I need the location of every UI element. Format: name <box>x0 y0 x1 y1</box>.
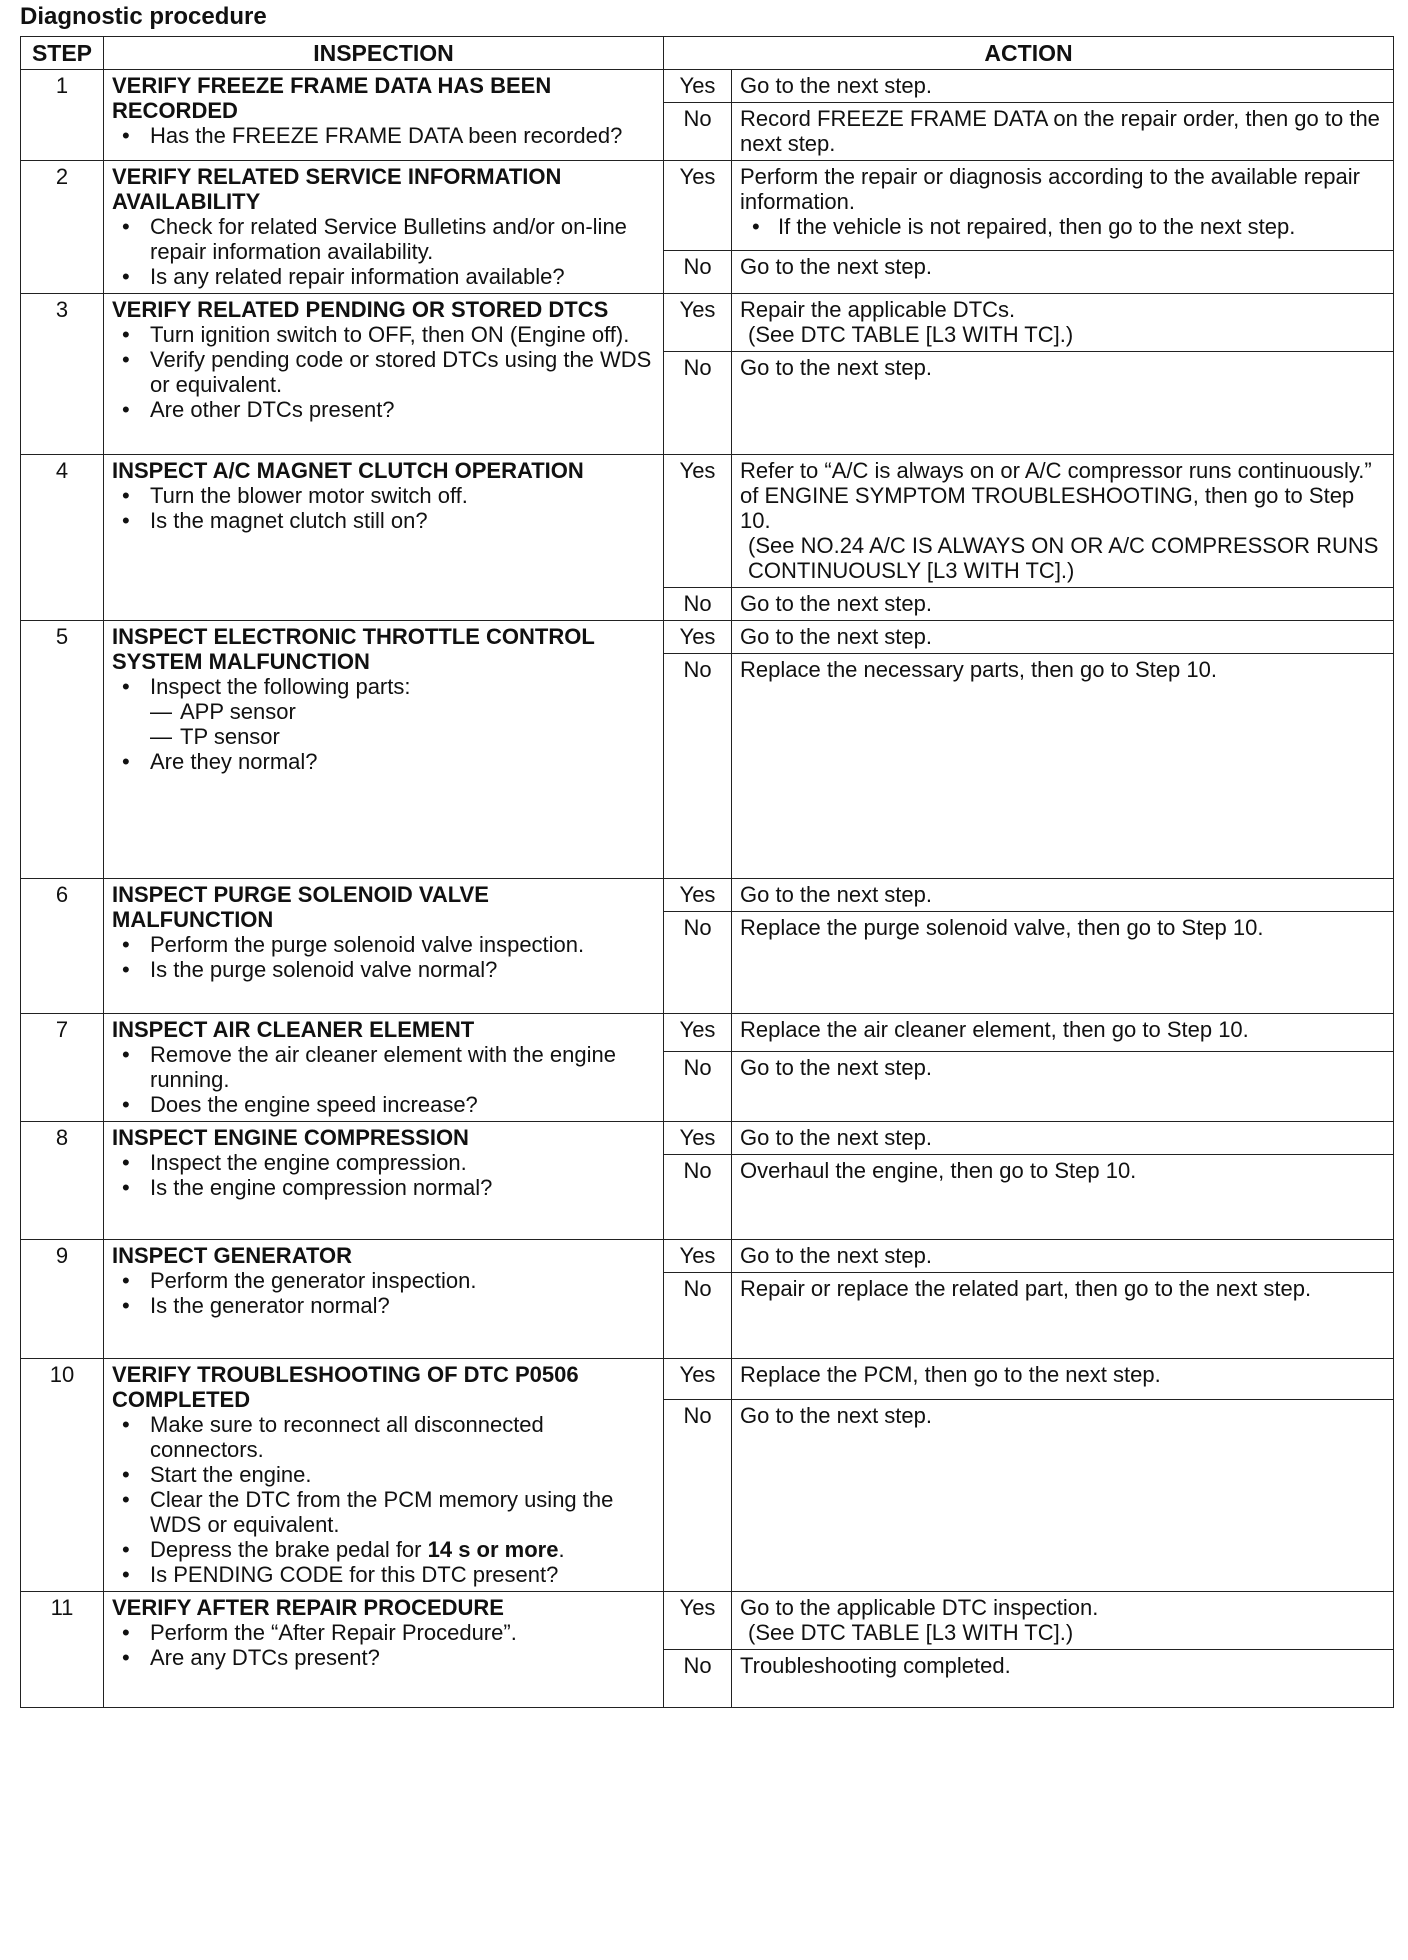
yes-action <box>732 455 1394 588</box>
inspection-points <box>112 1268 655 1318</box>
table-row <box>21 1240 1394 1273</box>
inspection-point <box>112 1462 655 1487</box>
table-row <box>21 294 1394 352</box>
inspection-point <box>112 1620 655 1645</box>
action-text: Go to the next step. <box>740 624 933 649</box>
yes-action <box>732 294 1394 352</box>
inspection-point-text: Has the FREEZE FRAME DATA been recorded? <box>150 123 623 148</box>
inspection-title: VERIFY AFTER REPAIR PROCEDURE <box>112 1595 504 1620</box>
no-label: No <box>664 1273 732 1359</box>
inspection-point <box>112 1537 655 1562</box>
header-step: STEP <box>21 37 104 70</box>
inspection-point <box>112 1092 655 1117</box>
inspection-point <box>112 214 655 264</box>
diagnostic-procedure-table <box>20 36 1394 1708</box>
inspection-point <box>112 123 655 148</box>
inspection-point <box>112 1487 655 1537</box>
inspection-point-text: Does the engine speed increase? <box>150 1092 478 1117</box>
step-number: 4 <box>21 455 104 621</box>
inspection-point-text: Turn ignition switch to OFF, then ON (Engine off). <box>150 322 630 347</box>
action-text: Go to the next step. <box>740 73 933 98</box>
inspection-point-text: Inspect the engine compression. <box>150 1150 467 1175</box>
inspection-point-text: Is any related repair information available? <box>150 264 565 289</box>
yes-action <box>732 70 1394 103</box>
no-action <box>732 1155 1394 1240</box>
inspection-subpoint: — APP sensor <box>150 699 655 724</box>
inspection-point <box>112 1412 655 1462</box>
action-text: Go to the next step. <box>740 1125 933 1150</box>
inspection-points <box>112 932 655 982</box>
action-text: Go to the next step. <box>740 882 933 907</box>
inspection-title: VERIFY RELATED SERVICE INFORMATION AVAILABILITY <box>112 164 562 214</box>
no-action <box>732 1273 1394 1359</box>
inspection-points <box>112 123 655 148</box>
inspection-points <box>112 674 655 774</box>
inspection-points <box>112 214 655 289</box>
inspection-point <box>112 749 655 774</box>
no-action <box>732 1051 1394 1121</box>
inspection-point <box>112 322 655 347</box>
no-label: No <box>664 1400 732 1592</box>
inspection-point <box>112 1293 655 1318</box>
yes-label: Yes <box>664 879 732 912</box>
inspection-point-text: Depress the brake pedal for <box>150 1537 428 1562</box>
step-number: 11 <box>21 1592 104 1708</box>
inspection-title: VERIFY RELATED PENDING OR STORED DTCS <box>112 297 609 322</box>
step-number: 8 <box>21 1122 104 1240</box>
inspection-point <box>112 1150 655 1175</box>
action-reference-note: (See DTC TABLE [L3 WITH TC].) <box>748 1620 1074 1645</box>
inspection-point <box>112 1042 655 1092</box>
no-label: No <box>664 250 732 293</box>
step-number: 5 <box>21 621 104 879</box>
inspection-cell <box>104 1014 664 1122</box>
yes-label: Yes <box>664 455 732 588</box>
no-label: No <box>664 912 732 1014</box>
header-action: ACTION <box>664 37 1394 70</box>
no-label: No <box>664 1051 732 1121</box>
inspection-title: INSPECT A/C MAGNET CLUTCH OPERATION <box>112 458 584 483</box>
table-row <box>21 455 1394 588</box>
yes-label: Yes <box>664 1014 732 1052</box>
inspection-title: VERIFY FREEZE FRAME DATA HAS BEEN RECORDED <box>112 73 552 123</box>
inspection-point <box>112 932 655 957</box>
inspection-cell <box>104 161 664 294</box>
inspection-point-text: Is the magnet clutch still on? <box>150 508 428 533</box>
table-row <box>21 1592 1394 1650</box>
inspection-point <box>112 1175 655 1200</box>
inspection-subpoints <box>150 699 655 749</box>
inspection-point <box>112 508 655 533</box>
no-action <box>732 103 1394 161</box>
yes-label: Yes <box>664 1122 732 1155</box>
no-action <box>732 654 1394 879</box>
inspection-points <box>112 322 655 422</box>
inspection-cell <box>104 455 664 621</box>
action-text: Go to the next step. <box>740 1403 933 1429</box>
yes-action <box>732 621 1394 654</box>
action-text: Repair or replace the related part, then go to the next step. <box>740 1276 1312 1301</box>
inspection-title: VERIFY TROUBLESHOOTING OF DTC P0506 COMPLETED <box>112 1362 579 1412</box>
no-label: No <box>664 654 732 879</box>
inspection-point-text: Turn the blower motor switch off. <box>150 483 468 508</box>
no-action <box>732 1400 1394 1592</box>
inspection-point-text: Is the purge solenoid valve normal? <box>150 957 498 982</box>
step-number: 6 <box>21 879 104 1014</box>
yes-action <box>732 161 1394 251</box>
action-text: Go to the next step. <box>740 1243 933 1268</box>
inspection-point-text: Are any DTCs present? <box>150 1645 380 1670</box>
inspection-cell <box>104 1592 664 1708</box>
table-row <box>21 70 1394 103</box>
action-text: Go to the next step. <box>740 355 933 380</box>
inspection-point-tail: . <box>558 1537 565 1562</box>
table-body <box>21 70 1394 1708</box>
inspection-point-text: Make sure to reconnect all disconnected connectors. <box>150 1412 544 1462</box>
inspection-point-emphasis: 14 s or more <box>427 1537 559 1562</box>
step-number: 2 <box>21 161 104 294</box>
action-reference-note: (See DTC TABLE [L3 WITH TC].) <box>748 322 1074 347</box>
inspection-title: INSPECT AIR CLEANER ELEMENT <box>112 1017 475 1042</box>
inspection-point-text: Are they normal? <box>150 749 318 774</box>
inspection-title: INSPECT ELECTRONIC THROTTLE CONTROL SYSTEM MALFUNCTION <box>112 624 595 674</box>
yes-action <box>732 1014 1394 1052</box>
yes-label: Yes <box>664 621 732 654</box>
inspection-point <box>112 397 655 422</box>
inspection-subpoint: — TP sensor <box>150 724 655 749</box>
yes-action <box>732 879 1394 912</box>
inspection-point-text: Start the engine. <box>150 1462 312 1487</box>
step-number: 10 <box>21 1359 104 1592</box>
table-row <box>21 1359 1394 1400</box>
inspection-cell <box>104 294 664 455</box>
inspection-points <box>112 483 655 533</box>
inspection-point-text: Are other DTCs present? <box>150 397 395 422</box>
inspection-point <box>112 483 655 508</box>
inspection-title: INSPECT PURGE SOLENOID VALVE MALFUNCTION <box>112 882 489 932</box>
action-text: Replace the necessary parts, then go to Step 10. <box>740 657 1217 682</box>
step-number: 7 <box>21 1014 104 1122</box>
action-text: Overhaul the engine, then go to Step 10. <box>740 1158 1137 1183</box>
inspection-cell <box>104 70 664 161</box>
action-text: Record FREEZE FRAME DATA on the repair order, then go to the next step. <box>740 106 1380 156</box>
inspection-point-text: Perform the generator inspection. <box>150 1268 477 1293</box>
inspection-cell <box>104 1240 664 1359</box>
yes-action <box>732 1122 1394 1155</box>
table-header-row <box>21 37 1394 70</box>
inspection-point <box>112 957 655 982</box>
inspection-point-text: Verify pending code or stored DTCs using the WDS or equivalent. <box>150 347 652 397</box>
no-action <box>732 1650 1394 1708</box>
yes-label: Yes <box>664 161 732 251</box>
inspection-point <box>112 1562 655 1587</box>
step-number: 9 <box>21 1240 104 1359</box>
action-reference-note: (See NO.24 A/C IS ALWAYS ON OR A/C COMPRESSOR RUNS CONTINUOUSLY [L3 WITH TC].) <box>748 533 1379 583</box>
table-row <box>21 621 1394 654</box>
inspection-title: INSPECT GENERATOR <box>112 1243 352 1268</box>
yes-action <box>732 1240 1394 1273</box>
action-text: Replace the PCM, then go to the next step. <box>740 1362 1161 1387</box>
no-label: No <box>664 103 732 161</box>
inspection-points <box>112 1620 655 1670</box>
yes-action <box>732 1592 1394 1650</box>
inspection-point <box>112 1645 655 1670</box>
yes-label: Yes <box>664 294 732 352</box>
action-text: Go to the next step. <box>740 591 933 616</box>
action-bullet: • If the vehicle is not repaired, then go to the next step. <box>740 214 1385 239</box>
inspection-point <box>112 674 655 749</box>
inspection-point-text: Perform the “After Repair Procedure”. <box>150 1620 517 1645</box>
no-action <box>732 352 1394 455</box>
inspection-point-text: Is the generator normal? <box>150 1293 390 1318</box>
table-row <box>21 879 1394 912</box>
no-label: No <box>664 352 732 455</box>
yes-label: Yes <box>664 1359 732 1400</box>
inspection-points <box>112 1042 655 1117</box>
table-row <box>21 1014 1394 1052</box>
inspection-cell <box>104 1122 664 1240</box>
yes-label: Yes <box>664 1592 732 1650</box>
inspection-point <box>112 1268 655 1293</box>
action-text: Repair the applicable DTCs. <box>740 297 1016 322</box>
inspection-cell <box>104 879 664 1014</box>
inspection-point-text: Clear the DTC from the PCM memory using the WDS or equivalent. <box>150 1487 614 1537</box>
no-label: No <box>664 1155 732 1240</box>
inspection-point <box>112 264 655 289</box>
inspection-point-text: Check for related Service Bulletins and/or on-line repair information availability. <box>150 214 627 264</box>
action-text: Replace the purge solenoid valve, then go to Step 10. <box>740 915 1264 940</box>
document-title: Diagnostic procedure <box>20 3 267 30</box>
inspection-point <box>112 347 655 397</box>
header-inspection: INSPECTION <box>104 37 664 70</box>
inspection-cell <box>104 621 664 879</box>
action-text: Refer to “A/C is always on or A/C compressor runs continuously.” of ENGINE SYMPTOM TROUBLESHOOTING, then go to Step 10. <box>740 458 1372 533</box>
no-action <box>732 250 1394 293</box>
no-action <box>732 588 1394 621</box>
inspection-point-text: Is the engine compression normal? <box>150 1175 493 1200</box>
no-label: No <box>664 588 732 621</box>
step-number: 3 <box>21 294 104 455</box>
inspection-points <box>112 1150 655 1200</box>
inspection-point-text: Perform the purge solenoid valve inspection. <box>150 932 585 957</box>
yes-label: Yes <box>664 70 732 103</box>
no-action <box>732 912 1394 1014</box>
inspection-title: INSPECT ENGINE COMPRESSION <box>112 1125 469 1150</box>
inspection-point-text: Inspect the following parts: <box>150 674 411 699</box>
action-text: Replace the air cleaner element, then go to Step 10. <box>740 1017 1249 1042</box>
table-row <box>21 1122 1394 1155</box>
table-row <box>21 161 1394 251</box>
action-text: Go to the applicable DTC inspection. <box>740 1595 1099 1620</box>
inspection-points <box>112 1412 655 1587</box>
no-label: No <box>664 1650 732 1708</box>
yes-action <box>732 1359 1394 1400</box>
step-number: 1 <box>21 70 104 161</box>
action-text: Go to the next step. <box>740 253 933 279</box>
action-text: Troubleshooting completed. <box>740 1653 1011 1678</box>
inspection-point-text: Is PENDING CODE for this DTC present? <box>150 1562 559 1587</box>
action-text: Go to the next step. <box>740 1054 933 1080</box>
yes-label: Yes <box>664 1240 732 1273</box>
inspection-point-text: Remove the air cleaner element with the engine running. <box>150 1042 616 1092</box>
action-text: Perform the repair or diagnosis according to the available repair information. <box>740 164 1360 214</box>
inspection-cell <box>104 1359 664 1592</box>
